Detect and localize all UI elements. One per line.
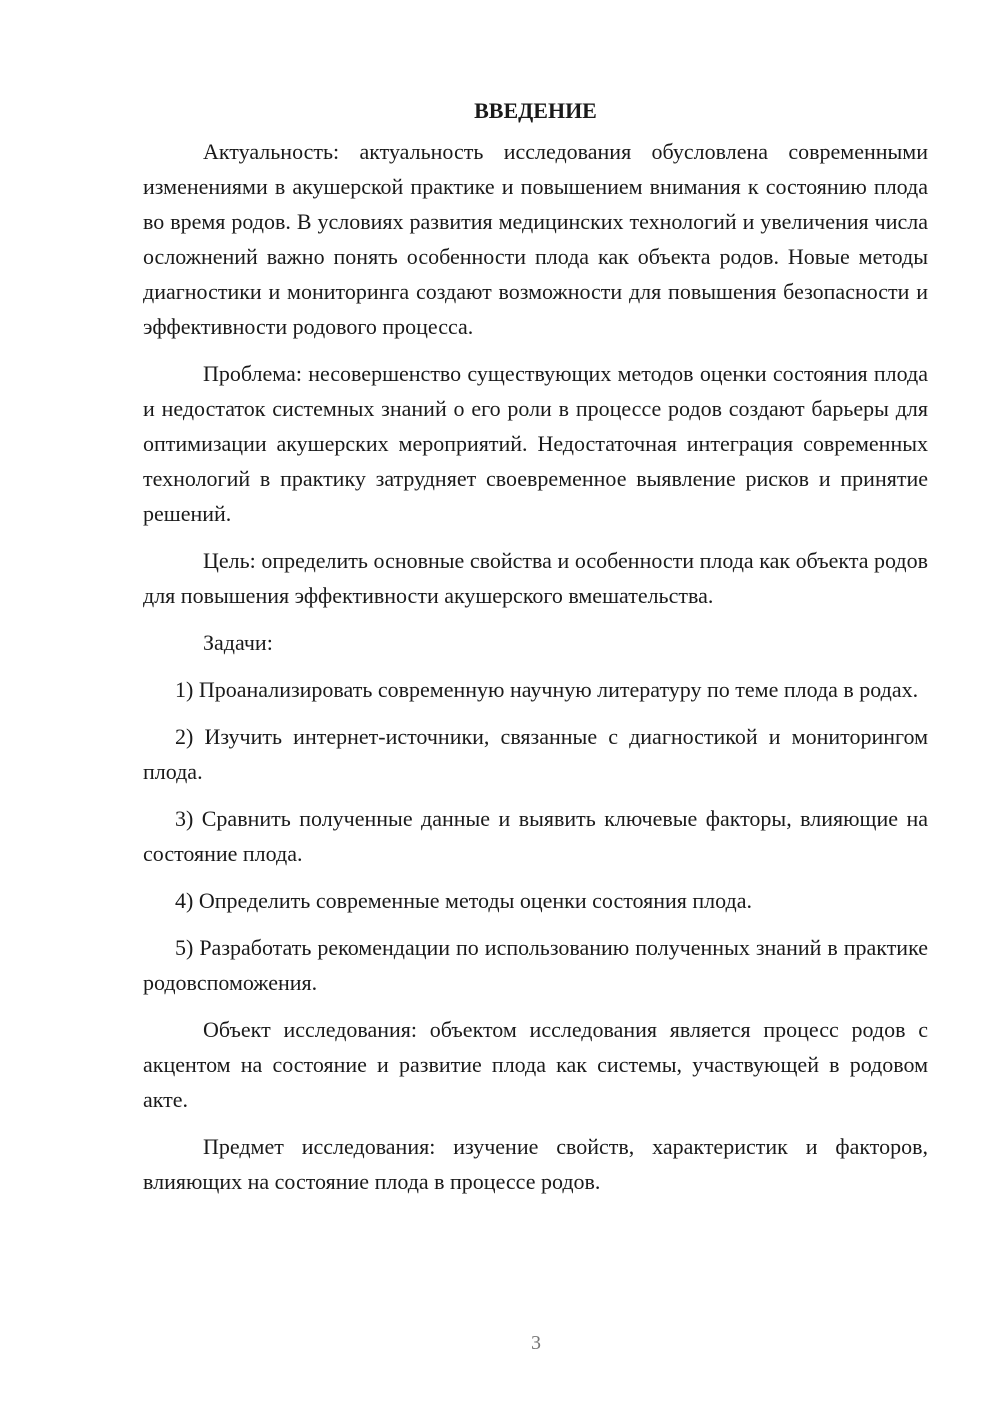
goal-paragraph: Цель: определить основные свойства и особенности плода как объекта родов для повышения эффективности акушерского вмешательства. <box>143 548 928 608</box>
page-number: 3 <box>531 1332 541 1354</box>
object-paragraph: Объект исследования: объектом исследования является процесс родов с акцентом на состояние и развитие плода как системы, участвующей в родовом акте. <box>143 1017 928 1112</box>
task-item-4: 4) Определить современные методы оценки состояния плода. <box>175 888 752 913</box>
relevance-paragraph: Актуальность: актуальность исследования обусловлена современными изменениями в акушерской практике и повышением внимания к состоянию плода во время родов. В условиях развития медицинских технологий и увеличения числа осложнений важно понять особенности плода как объекта родов. Новые методы диагностики и мониторинга создают возможности для повышения безопасности и эффективности родового процесса. <box>143 139 928 339</box>
subject-paragraph: Предмет исследования: изучение свойств, характеристик и факторов, влияющих на состояние плода в процессе родов. <box>143 1134 928 1194</box>
task-item-3: 3) Сравнить полученные данные и выявить ключевые факторы, влияющие на состояние плода. <box>143 806 928 866</box>
task-item-2: 2) Изучить интернет-источники, связанные с диагностикой и мониторингом плода. <box>143 724 928 784</box>
section-title: ВВЕДЕНИЕ <box>474 98 597 123</box>
task-item-1: 1) Проанализировать современную научную литературу по теме плода в родах. <box>175 677 919 702</box>
tasks-heading: Задачи: <box>203 630 273 655</box>
problem-paragraph: Проблема: несовершенство существующих методов оценки состояния плода и недостаток системных знаний о его роли в процессе родов создают барьеры для оптимизации акушерских мероприятий. Недостаточная интеграция современных технологий в практику затрудняет своевременное выявление рисков и принятие решений. <box>143 361 928 526</box>
task-item-5: 5) Разработать рекомендации по использованию полученных знаний в практике родовспоможения. <box>143 935 928 995</box>
page-content <box>143 93 928 1199</box>
